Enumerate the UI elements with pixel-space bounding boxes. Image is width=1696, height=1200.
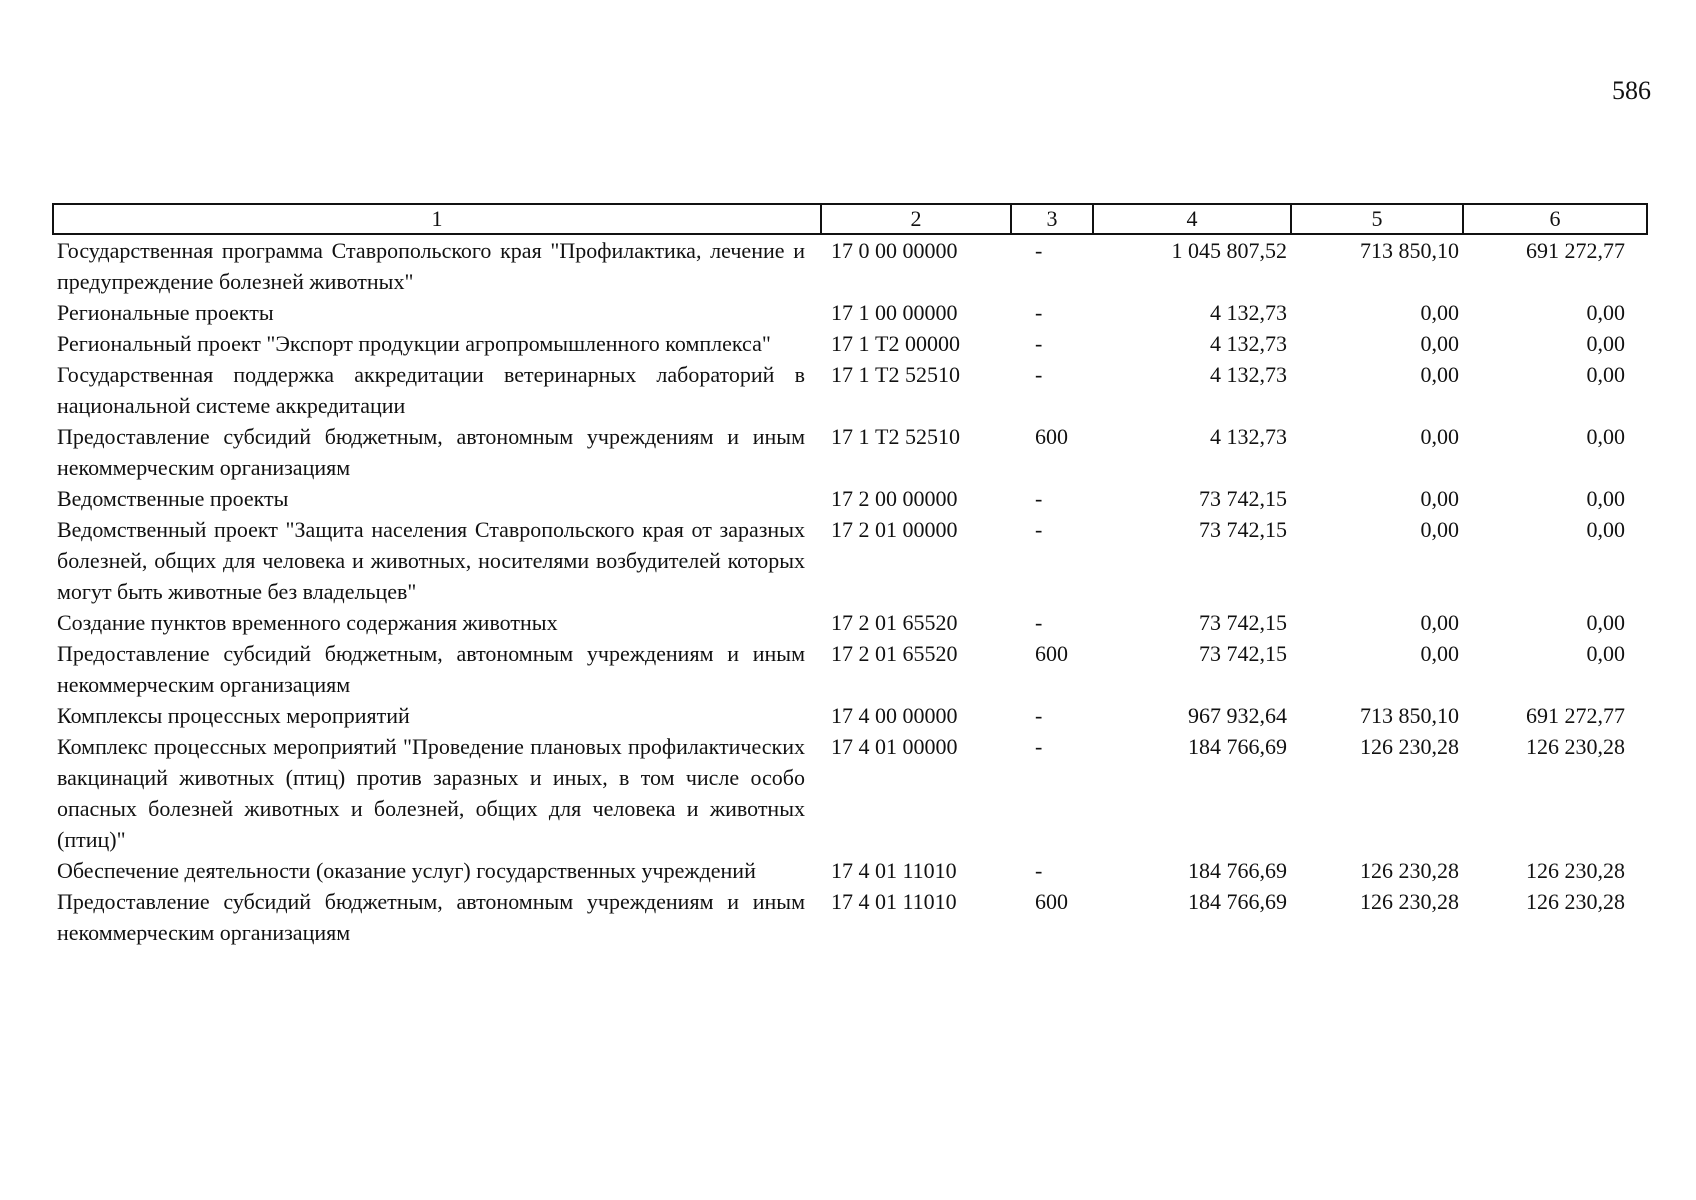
row-amount-col-5: 0,00 [1420,424,1459,449]
header-row [53,204,1647,234]
row-amount-col-4: 184 766,69 [1188,889,1287,914]
table-row [53,328,1647,359]
row-amount-col-4: 967 932,64 [1188,703,1287,728]
row-amount-col-4: 1 045 807,52 [1171,238,1287,263]
row-amount-col-4: 73 742,15 [1199,517,1287,542]
row-amount-col-5: 126 230,28 [1360,858,1459,883]
row-code: 17 4 01 00000 [831,734,958,759]
row-amount-col-5: 126 230,28 [1360,889,1459,914]
row-amount-col-4: 4 132,73 [1210,362,1287,387]
row-amount-col-5: 0,00 [1420,486,1459,511]
page-number: 586 [1612,76,1651,105]
table-row [53,886,1647,948]
row-amount-col-4: 73 742,15 [1199,641,1287,666]
table-row [53,234,1647,297]
table-row [53,638,1647,700]
header-col-6: 6 [1463,204,1647,234]
row-amount-col-6: 0,00 [1586,517,1625,542]
row-amount-col-5: 713 850,10 [1360,703,1459,728]
row-amount-col-5: 126 230,28 [1360,734,1459,759]
row-name: Региональные проекты [57,300,274,325]
table-row [53,421,1647,483]
row-amount-col-6: 691 272,77 [1526,238,1625,263]
row-amount-col-4: 4 132,73 [1210,424,1287,449]
row-amount-col-6: 691 272,77 [1526,703,1625,728]
row-amount-col-6: 0,00 [1586,641,1625,666]
table-row [53,483,1647,514]
row-code: 17 4 01 11010 [831,858,957,883]
row-expense-type: 600 [1035,641,1068,666]
row-name: Государственная программа Ставропольского края "Профилактика, лечение и предупреждение болезней животных" [57,238,805,294]
row-amount-col-6: 0,00 [1586,486,1625,511]
row-expense-type: 600 [1035,424,1068,449]
row-amount-col-5: 0,00 [1420,331,1459,356]
budget-table [52,203,1648,948]
row-code: 17 1 00 00000 [831,300,958,325]
row-amount-col-6: 0,00 [1586,362,1625,387]
row-amount-col-4: 4 132,73 [1210,331,1287,356]
row-amount-col-5: 0,00 [1420,517,1459,542]
row-expense-type: - [1035,331,1043,356]
row-amount-col-6: 126 230,28 [1526,734,1625,759]
table-row [53,297,1647,328]
row-amount-col-4: 73 742,15 [1199,486,1287,511]
row-expense-type: - [1035,486,1043,511]
row-amount-col-4: 4 132,73 [1210,300,1287,325]
row-amount-col-5: 0,00 [1420,641,1459,666]
row-amount-col-6: 0,00 [1586,331,1625,356]
row-name: Предоставление субсидий бюджетным, автономным учреждениям и иным некоммерческим организациям [57,889,805,945]
row-expense-type: - [1035,734,1043,759]
row-code: 17 1 Т2 00000 [831,331,960,356]
row-expense-type: - [1035,300,1043,325]
table-row [53,700,1647,731]
row-expense-type: - [1035,517,1043,542]
row-name: Ведомственные проекты [57,486,289,511]
row-name: Комплексы процессных мероприятий [57,703,410,728]
row-name: Предоставление субсидий бюджетным, автономным учреждениям и иным некоммерческим организациям [57,424,805,480]
row-amount-col-5: 713 850,10 [1360,238,1459,263]
row-name: Ведомственный проект "Защита населения Ставропольского края от заразных болезней, общих для человека и животных, носителями возбудителей которых могут быть животные без владельцев" [57,517,805,604]
row-amount-col-5: 0,00 [1420,300,1459,325]
row-code: 17 4 00 00000 [831,703,958,728]
row-name: Комплекс процессных мероприятий "Проведение плановых профилактических вакцинаций животных (птиц) против заразных и иных, в том числе особо опасных болезней животных и болезней, общих для человека и животных (птиц)" [57,734,805,852]
row-amount-col-4: 184 766,69 [1188,858,1287,883]
header-col-5: 5 [1291,204,1463,234]
header-col-4: 4 [1093,204,1291,234]
header-col-3: 3 [1011,204,1093,234]
row-name: Предоставление субсидий бюджетным, автономным учреждениям и иным некоммерческим организациям [57,641,805,697]
row-amount-col-6: 0,00 [1586,424,1625,449]
header-col-2: 2 [821,204,1011,234]
row-amount-col-4: 184 766,69 [1188,734,1287,759]
table-row [53,855,1647,886]
row-amount-col-4: 73 742,15 [1199,610,1287,635]
row-amount-col-5: 0,00 [1420,610,1459,635]
row-expense-type: - [1035,703,1043,728]
row-name: Создание пунктов временного содержания животных [57,610,558,635]
row-amount-col-6: 0,00 [1586,610,1625,635]
row-amount-col-6: 126 230,28 [1526,889,1625,914]
row-name: Государственная поддержка аккредитации ветеринарных лабораторий в национальной системе аккредитации [57,362,805,418]
row-expense-type: - [1035,362,1043,387]
row-name: Обеспечение деятельности (оказание услуг) государственных учреждений [57,858,756,883]
row-code: 17 2 01 65520 [831,610,958,635]
row-code: 17 2 01 00000 [831,517,958,542]
header-col-1: 1 [53,204,821,234]
row-amount-col-5: 0,00 [1420,362,1459,387]
table-header [53,204,1647,234]
table-row [53,731,1647,855]
row-expense-type: 600 [1035,889,1068,914]
row-expense-type: - [1035,610,1043,635]
row-expense-type: - [1035,238,1043,263]
row-name: Региональный проект "Экспорт продукции агропромышленного комплекса" [57,331,771,356]
table-row [53,514,1647,607]
row-code: 17 0 00 00000 [831,238,958,263]
row-code: 17 2 01 65520 [831,641,958,666]
row-amount-col-6: 126 230,28 [1526,858,1625,883]
table-body [53,234,1647,948]
row-expense-type: - [1035,858,1043,883]
row-code: 17 2 00 00000 [831,486,958,511]
row-amount-col-6: 0,00 [1586,300,1625,325]
row-code: 17 4 01 11010 [831,889,957,914]
table-row [53,607,1647,638]
table-row [53,359,1647,421]
row-code: 17 1 Т2 52510 [831,362,960,387]
row-code: 17 1 Т2 52510 [831,424,960,449]
